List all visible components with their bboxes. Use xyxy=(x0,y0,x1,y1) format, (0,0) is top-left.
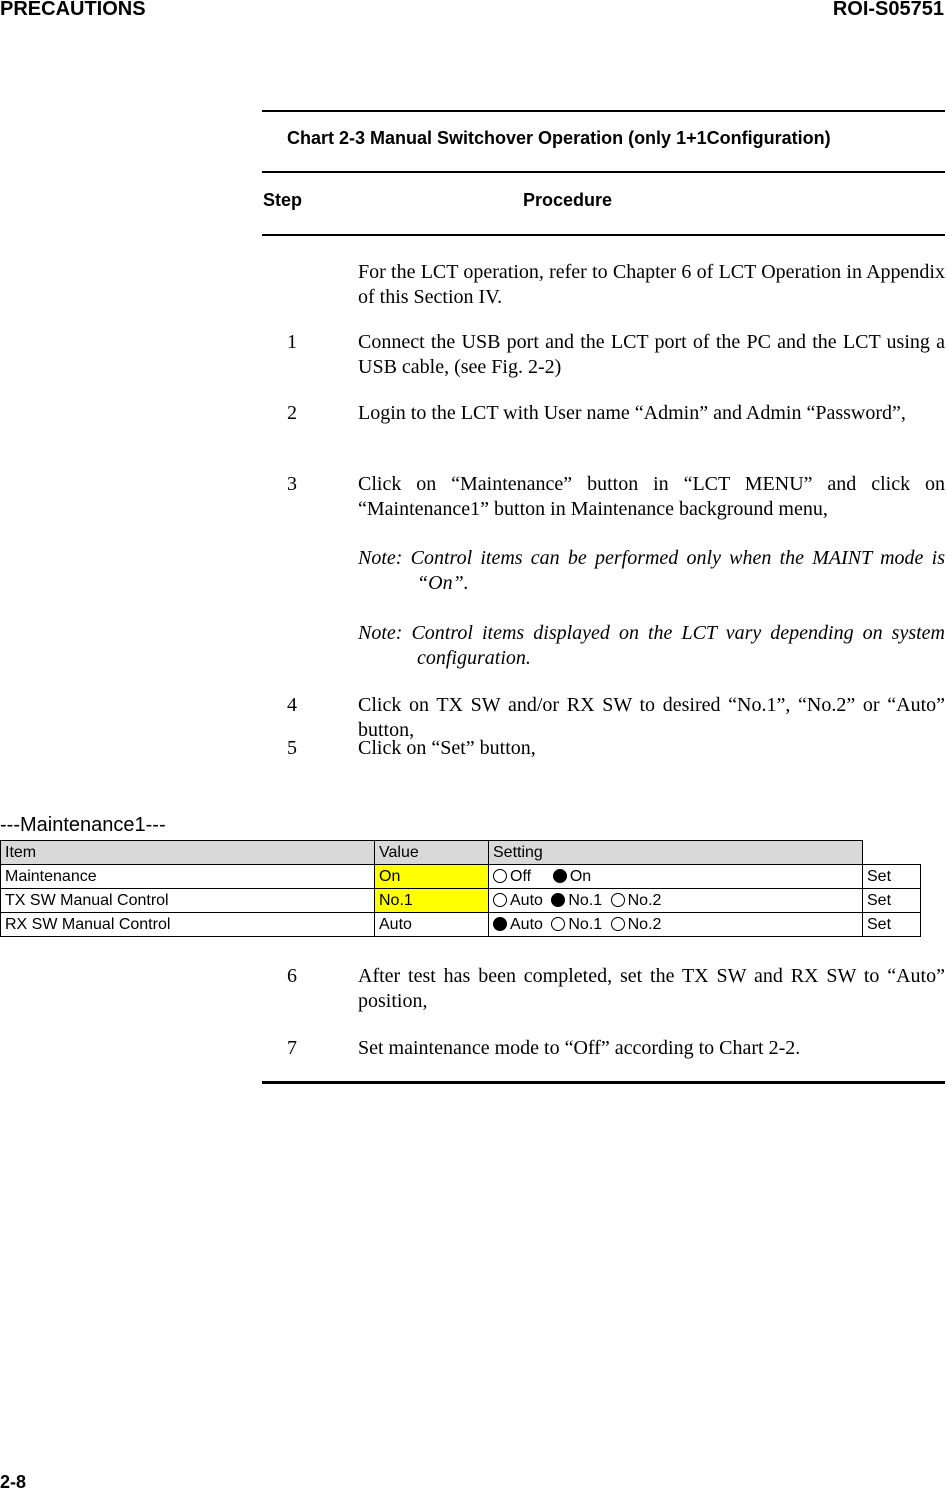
step-text: Set maintenance mode to “Off” according to Chart 2-2. xyxy=(358,1037,801,1059)
table-row-rx-sw xyxy=(1,913,921,937)
chart-title-rule xyxy=(262,171,945,173)
radio-option-off[interactable] xyxy=(493,868,531,885)
row-item-label: Maintenance xyxy=(1,865,375,889)
radio-unselected-icon xyxy=(493,869,507,883)
radio-selected-icon xyxy=(551,893,565,907)
row-current-value: On xyxy=(375,865,489,889)
row-current-value: Auto xyxy=(375,913,489,937)
radio-option-on[interactable] xyxy=(553,868,591,885)
chart-top-rule xyxy=(262,110,945,112)
step-text: Connect the USB port and the LCT port of the PC and the LCT using a USB cable, (see Fig. 2-2) xyxy=(358,331,945,378)
column-header-procedure: Procedure xyxy=(523,190,613,210)
note-configuration: Note: Control items displayed on the LCT vary depending on system configuration. xyxy=(358,622,945,669)
note-maint-mode: Note: Control items can be performed only when the MAINT mode is “On”. xyxy=(358,547,945,594)
radio-option-no2[interactable] xyxy=(611,892,662,909)
radio-label: Auto xyxy=(510,891,543,909)
step-number: 7 xyxy=(287,1037,297,1059)
page-number: 2-8 xyxy=(0,1472,27,1492)
step-number: 6 xyxy=(287,965,297,987)
chart-title: Chart 2-3 Manual Switchover Operation (only 1+1Configuration) xyxy=(287,128,831,148)
chart-bottom-rule xyxy=(262,1081,945,1084)
set-button[interactable]: Set xyxy=(863,865,921,889)
column-header-item: Item xyxy=(1,841,375,865)
radio-option-auto[interactable] xyxy=(493,892,543,909)
header-section-title: PRECAUTIONS xyxy=(0,0,146,20)
radio-label: No.2 xyxy=(627,891,662,909)
maintenance1-heading: ---Maintenance1--- xyxy=(0,814,166,836)
step-text: Login to the LCT with User name “Admin” and Admin “Password”, xyxy=(358,402,906,424)
column-header-value: Value xyxy=(375,841,489,865)
step-number: 3 xyxy=(287,473,297,495)
row-setting-options xyxy=(489,865,863,889)
row-item-label: RX SW Manual Control xyxy=(1,913,375,937)
empty-cell xyxy=(863,841,921,865)
row-current-value: No.1 xyxy=(375,889,489,913)
radio-label: Auto xyxy=(510,915,543,933)
step-number: 1 xyxy=(287,331,297,353)
column-header-rule xyxy=(262,234,945,236)
row-setting-options xyxy=(489,913,863,937)
step-text: Click on “Maintenance” button in “LCT MENU” and click on “Maintenance1” button in Maintenance background menu, xyxy=(358,473,945,520)
step-text: After test has been completed, set the TX SW and RX SW to “Auto” position, xyxy=(358,965,945,1012)
radio-option-no2[interactable] xyxy=(611,916,662,933)
radio-label: On xyxy=(569,867,592,885)
step-text: Click on TX SW and/or RX SW to desired “No.1”, “No.2” or “Auto” button, xyxy=(358,694,945,741)
radio-label: No.2 xyxy=(627,915,662,933)
intro-text: For the LCT operation, refer to Chapter 6 of LCT Operation in Appendix of this Section IV. xyxy=(358,261,945,308)
radio-unselected-icon xyxy=(493,893,507,907)
row-setting-options xyxy=(489,889,863,913)
column-header-step: Step xyxy=(263,190,303,210)
table-header-row xyxy=(1,841,921,865)
radio-option-no1[interactable] xyxy=(551,916,602,933)
step-number: 5 xyxy=(287,737,297,759)
step-number: 4 xyxy=(287,694,297,716)
set-button[interactable]: Set xyxy=(863,913,921,937)
radio-selected-icon xyxy=(553,869,567,883)
step-text: Click on “Set” button, xyxy=(358,737,536,759)
radio-unselected-icon xyxy=(611,893,625,907)
radio-label: No.1 xyxy=(568,891,603,909)
step-number: 2 xyxy=(287,402,297,424)
row-item-label: TX SW Manual Control xyxy=(1,889,375,913)
radio-unselected-icon xyxy=(551,917,565,931)
maintenance1-table xyxy=(0,840,921,937)
table-row-tx-sw xyxy=(1,889,921,913)
radio-label: Off xyxy=(510,867,532,885)
radio-option-auto[interactable] xyxy=(493,916,543,933)
radio-label: No.1 xyxy=(568,915,603,933)
table-row-maintenance xyxy=(1,865,921,889)
header-document-id: ROI-S05751 xyxy=(832,0,944,20)
radio-option-no1[interactable] xyxy=(551,892,602,909)
radio-unselected-icon xyxy=(611,917,625,931)
radio-selected-icon xyxy=(493,917,507,931)
set-button[interactable]: Set xyxy=(863,889,921,913)
column-header-setting: Setting xyxy=(489,841,863,865)
